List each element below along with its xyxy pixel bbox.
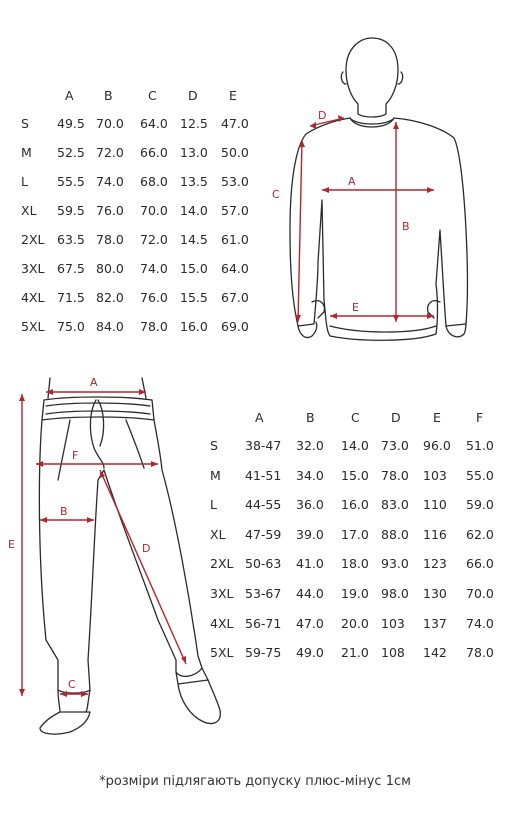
table-cell: 52.5 <box>57 145 85 160</box>
table-cell: 50.0 <box>221 145 249 160</box>
table-cell: 15.5 <box>180 290 208 305</box>
table-cell: 78.0 <box>96 232 124 247</box>
table-cell: 14.0 <box>341 438 369 453</box>
pants-label-c: C <box>68 678 76 691</box>
column-header: B <box>306 410 315 425</box>
table-cell: 103 <box>423 467 447 483</box>
size-label: 2XL <box>210 556 234 572</box>
table-cell: 66.0 <box>466 556 494 572</box>
table-cell: 80.0 <box>96 261 124 276</box>
table-cell: 64.0 <box>221 261 249 276</box>
pants-outline <box>39 420 202 693</box>
size-label: 4XL <box>210 615 234 631</box>
column-header: B <box>104 88 113 103</box>
column-header: E <box>433 410 441 425</box>
size-label: M <box>21 145 32 160</box>
pants-label-e: E <box>8 538 15 551</box>
table-cell: 55.5 <box>57 174 85 189</box>
table-cell: 21.0 <box>341 645 369 661</box>
table-cell: 13.0 <box>180 145 208 160</box>
table-cell: 71.5 <box>57 290 85 305</box>
table-cell: 88.0 <box>381 526 409 542</box>
table-cell: 96.0 <box>423 438 451 453</box>
size-label: 2XL <box>21 232 45 247</box>
table-cell: 44-55 <box>245 497 282 513</box>
shirt-label-d: D <box>318 109 327 122</box>
size-label: 4XL <box>21 290 45 305</box>
pants-label-f: F <box>72 449 79 462</box>
table-cell: 70.0 <box>466 586 494 601</box>
shirt-label-e: E <box>352 301 359 314</box>
table-cell: 103 <box>381 615 405 631</box>
table-cell: 59.5 <box>57 203 85 218</box>
table-cell: 41.0 <box>296 556 324 572</box>
table-cell: 15.0 <box>341 467 369 483</box>
table-cell: 13.5 <box>180 174 208 189</box>
table-cell: 53-67 <box>245 586 282 601</box>
table-cell: 47.0 <box>221 116 249 131</box>
table-cell: 93.0 <box>381 556 409 572</box>
size-label: XL <box>21 203 37 218</box>
table-cell: 84.0 <box>96 319 124 334</box>
table-cell: 62.0 <box>466 526 494 542</box>
column-header: F <box>476 410 484 425</box>
left-foot-outline <box>40 712 90 734</box>
table-cell: 74.0 <box>96 174 124 189</box>
table-cell: 17.0 <box>341 526 369 542</box>
size-label: XL <box>210 526 226 542</box>
measure-line-d <box>100 470 186 664</box>
table-cell: 50-63 <box>245 556 282 572</box>
table-cell: 64.0 <box>140 116 168 131</box>
table-cell: 34.0 <box>296 467 324 483</box>
table-cell: 73.0 <box>381 438 409 453</box>
table-cell: 49.5 <box>57 116 85 131</box>
table-cell: 78.0 <box>381 467 409 483</box>
table-cell: 39.0 <box>296 526 324 542</box>
table-cell: 49.0 <box>296 645 324 661</box>
size-label: 3XL <box>21 261 45 276</box>
table-cell: 18.0 <box>341 556 369 572</box>
table-cell: 56-71 <box>245 615 282 631</box>
table-cell: 36.0 <box>296 497 324 513</box>
table-cell: 83.0 <box>381 497 409 513</box>
column-header: D <box>391 410 401 425</box>
size-label: M <box>210 467 221 483</box>
table-cell: 47-59 <box>245 526 282 542</box>
table-cell: 53.0 <box>221 174 249 189</box>
table-cell: 82.0 <box>96 290 124 305</box>
size-label: 3XL <box>210 586 234 601</box>
table-cell: 68.0 <box>140 174 168 189</box>
table-cell: 76.0 <box>140 290 168 305</box>
shirt-label-a: A <box>348 175 356 188</box>
tolerance-footnote: *розміри підлягають допуску плюс-мінус 1см <box>99 774 411 789</box>
right-foot-outline <box>178 680 220 724</box>
table-cell: 142 <box>423 645 447 661</box>
table-cell: 74.0 <box>140 261 168 276</box>
table-cell: 78.0 <box>466 645 494 661</box>
column-header: C <box>148 88 157 103</box>
table-cell: 32.0 <box>296 438 324 453</box>
table-cell: 98.0 <box>381 586 409 601</box>
table-cell: 59-75 <box>245 645 282 661</box>
size-label: L <box>21 174 28 189</box>
table-cell: 78.0 <box>140 319 168 334</box>
table-cell: 12.5 <box>180 116 208 131</box>
table-cell: 70.0 <box>96 116 124 131</box>
table-cell: 15.0 <box>180 261 208 276</box>
pants-label-a: A <box>90 376 98 389</box>
table-cell: 20.0 <box>341 615 369 631</box>
table-cell: 41-51 <box>245 467 282 483</box>
table-cell: 61.0 <box>221 232 249 247</box>
column-header: A <box>255 410 264 425</box>
table-cell: 116 <box>423 526 447 542</box>
table-cell: 63.5 <box>57 232 85 247</box>
column-header: C <box>351 410 360 425</box>
table-cell: 108 <box>381 645 405 661</box>
size-label: 5XL <box>21 319 45 334</box>
shirt-label-b: B <box>402 220 410 233</box>
table-cell: 75.0 <box>57 319 85 334</box>
shirt-label-c: C <box>272 188 280 201</box>
table-cell: 51.0 <box>466 438 494 453</box>
size-label: S <box>21 116 29 131</box>
table-cell: 14.5 <box>180 232 208 247</box>
table-cell: 38-47 <box>245 438 282 453</box>
table-cell: 19.0 <box>341 586 369 601</box>
size-label: S <box>210 438 218 453</box>
pants-label-d: D <box>142 542 151 555</box>
table-cell: 123 <box>423 556 447 572</box>
table-cell: 74.0 <box>466 615 494 631</box>
table-cell: 70.0 <box>140 203 168 218</box>
table-cell: 44.0 <box>296 586 324 601</box>
table-cell: 110 <box>423 497 447 513</box>
table-cell: 57.0 <box>221 203 249 218</box>
table-cell: 47.0 <box>296 615 324 631</box>
table-cell: 69.0 <box>221 319 249 334</box>
column-header: E <box>229 88 237 103</box>
pants-label-b: B <box>60 505 68 518</box>
size-label: L <box>210 497 217 513</box>
table-cell: 72.0 <box>140 232 168 247</box>
table-cell: 16.0 <box>341 497 369 513</box>
table-cell: 59.0 <box>466 497 494 513</box>
table-cell: 72.0 <box>96 145 124 160</box>
table-cell: 14.0 <box>180 203 208 218</box>
table-cell: 66.0 <box>140 145 168 160</box>
table-cell: 67.0 <box>221 290 249 305</box>
table-cell: 67.5 <box>57 261 85 276</box>
table-cell: 137 <box>423 615 447 631</box>
table-cell: 76.0 <box>96 203 124 218</box>
table-cell: 130 <box>423 586 447 601</box>
table-cell: 16.0 <box>180 319 208 334</box>
column-header: A <box>65 88 74 103</box>
column-header: D <box>188 88 198 103</box>
table-cell: 55.0 <box>466 467 494 483</box>
size-label: 5XL <box>210 645 234 661</box>
